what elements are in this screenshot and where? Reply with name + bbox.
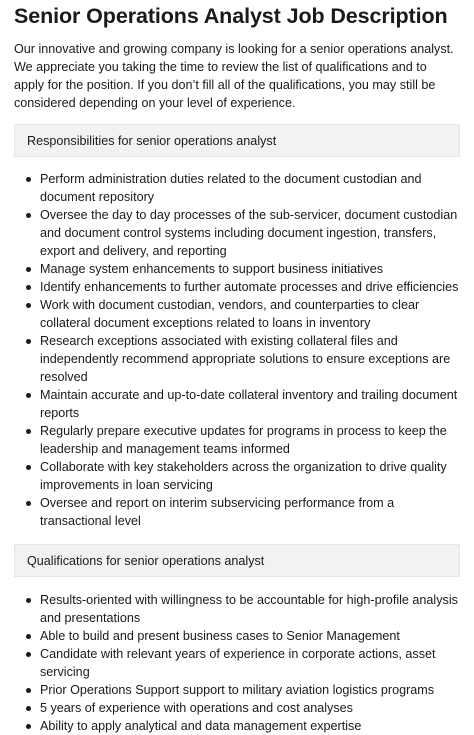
list-item: Work with document custodian, vendors, and counterparties to clear collateral document exceptions related to loans in inventory bbox=[24, 296, 460, 332]
responsibilities-heading: Responsibilities for senior operations analyst bbox=[27, 133, 277, 148]
list-item: Collaborate with key stakeholders across the organization to drive quality improvements in loan servicing bbox=[24, 458, 460, 494]
list-item: Ability to apply analytical and data management expertise bbox=[24, 717, 460, 735]
list-item: Prior Operations Support support to military aviation logistics programs bbox=[24, 681, 460, 699]
qualifications-list bbox=[14, 591, 460, 735]
responsibilities-list bbox=[14, 170, 460, 530]
list-item: Identify enhancements to further automate processes and drive efficiencies bbox=[24, 278, 460, 296]
qualifications-header bbox=[14, 544, 460, 577]
list-item: Manage system enhancements to support business initiatives bbox=[24, 260, 460, 278]
intro-paragraph: Our innovative and growing company is looking for a senior operations analyst. We appreciate you taking the time to review the list of qualifications and to apply for the position. If you don’t fill all of the qualifications, you may still be considered depending on your level of experience. bbox=[14, 42, 454, 110]
list-item: Perform administration duties related to the document custodian and document repository bbox=[24, 170, 460, 206]
page-title: Senior Operations Analyst Job Description bbox=[14, 4, 448, 28]
list-item: Research exceptions associated with existing collateral files and independently recommend appropriate solutions to ensure exceptions are resolved bbox=[24, 332, 460, 386]
list-item: Regularly prepare executive updates for programs in process to keep the leadership and management teams informed bbox=[24, 422, 460, 458]
list-item: Maintain accurate and up-to-date collateral inventory and trailing document reports bbox=[24, 386, 460, 422]
list-item: Candidate with relevant years of experience in corporate actions, asset servicing bbox=[24, 645, 460, 681]
list-item: Oversee the day to day processes of the sub-servicer, document custodian and document control systems including document ingestion, transfers, export and delivery, and reporting bbox=[24, 206, 460, 260]
responsibilities-header bbox=[14, 124, 460, 157]
qualifications-heading: Qualifications for senior operations analyst bbox=[27, 553, 265, 568]
list-item: Oversee and report on interim subservicing performance from a transactional level bbox=[24, 494, 460, 530]
list-item: 5 years of experience with operations and cost analyses bbox=[24, 699, 460, 717]
list-item: Able to build and present business cases to Senior Management bbox=[24, 627, 460, 645]
list-item: Results-oriented with willingness to be accountable for high-profile analysis and presentations bbox=[24, 591, 460, 627]
